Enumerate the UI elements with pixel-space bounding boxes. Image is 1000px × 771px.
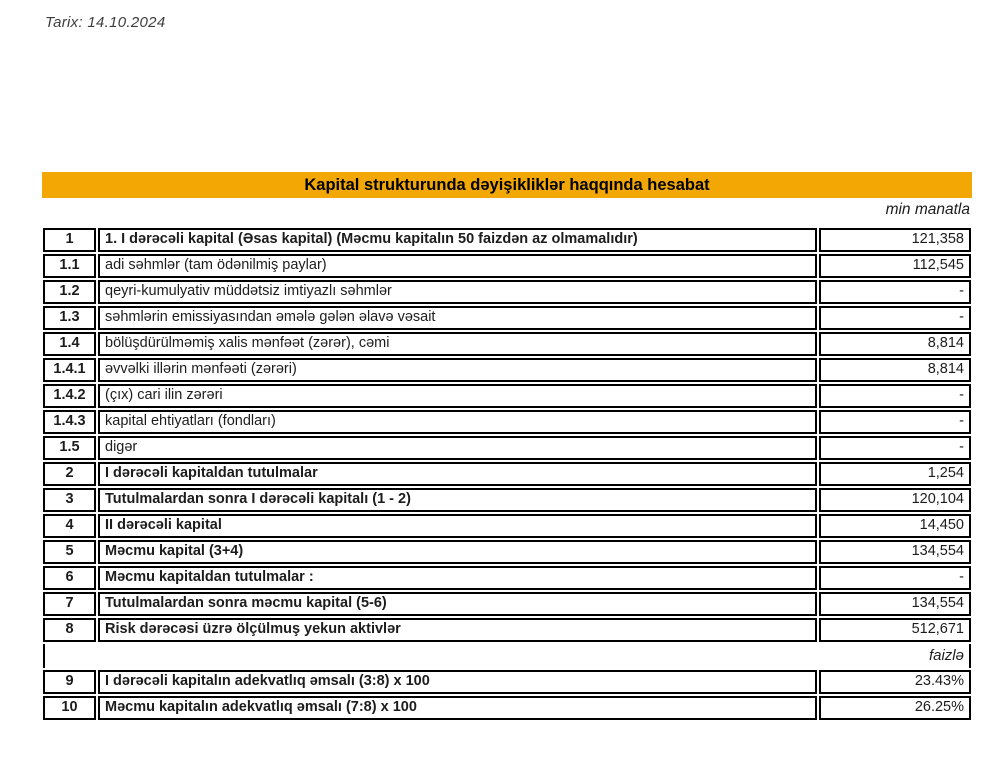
row-description: Məcmu kapital (3+4) <box>98 540 817 564</box>
row-number: 1.4.3 <box>43 410 96 434</box>
row-description: qeyri-kumulyativ müddətsiz imtiyazlı səhmlər <box>98 280 817 304</box>
row-value: 121,358 <box>819 228 971 252</box>
row-number: 10 <box>43 696 96 720</box>
row-description: I dərəcəli kapitalın adekvatlıq əmsalı (3:8) x 100 <box>98 670 817 694</box>
table-row <box>43 566 971 590</box>
row-number: 8 <box>43 618 96 642</box>
row-number: 7 <box>43 592 96 616</box>
table-row <box>43 670 971 694</box>
table-row <box>43 228 971 252</box>
row-value: - <box>819 436 971 460</box>
row-value: 134,554 <box>819 540 971 564</box>
row-description: Məcmu kapitalın adekvatlıq əmsalı (7:8) x 100 <box>98 696 817 720</box>
capital-structure-table <box>41 226 973 722</box>
row-value: - <box>819 566 971 590</box>
table-row <box>43 592 971 616</box>
row-description: əvvəlki illərin mənfəəti (zərəri) <box>98 358 817 382</box>
row-description: səhmlərin emissiyasından əmələ gələn əlavə vəsait <box>98 306 817 330</box>
table-row <box>43 514 971 538</box>
percent-note: faizlə <box>43 644 971 668</box>
table-row <box>43 540 971 564</box>
row-value: 8,814 <box>819 332 971 356</box>
row-description: digər <box>98 436 817 460</box>
table-row <box>43 306 971 330</box>
row-description: I dərəcəli kapitaldan tutulmalar <box>98 462 817 486</box>
row-value: 23.43% <box>819 670 971 694</box>
row-number: 1.4.1 <box>43 358 96 382</box>
row-description: (çıx) cari ilin zərəri <box>98 384 817 408</box>
row-description: adi səhmlər (tam ödənilmiş paylar) <box>98 254 817 278</box>
row-value: - <box>819 384 971 408</box>
row-value: 512,671 <box>819 618 971 642</box>
row-number: 9 <box>43 670 96 694</box>
table-row <box>43 332 971 356</box>
row-number: 1.4.2 <box>43 384 96 408</box>
row-number: 5 <box>43 540 96 564</box>
unit-note: min manatla <box>885 201 970 218</box>
table-row <box>43 436 971 460</box>
table-row <box>43 618 971 642</box>
row-number: 6 <box>43 566 96 590</box>
row-value: - <box>819 306 971 330</box>
date-label: Tarix: 14.10.2024 <box>45 14 166 31</box>
row-description: Tutulmalardan sonra I dərəcəli kapitalı (1 - 2) <box>98 488 817 512</box>
row-number: 2 <box>43 462 96 486</box>
table-row <box>43 358 971 382</box>
row-value: - <box>819 410 971 434</box>
row-description: bölüşdürülməmiş xalis mənfəət (zərər), cəmi <box>98 332 817 356</box>
row-value: 8,814 <box>819 358 971 382</box>
row-value: - <box>819 280 971 304</box>
row-value: 112,545 <box>819 254 971 278</box>
row-value: 120,104 <box>819 488 971 512</box>
row-description: Risk dərəcəsi üzrə ölçülmuş yekun aktivlər <box>98 618 817 642</box>
row-number: 3 <box>43 488 96 512</box>
row-value: 26.25% <box>819 696 971 720</box>
row-value: 134,554 <box>819 592 971 616</box>
row-number: 1.2 <box>43 280 96 304</box>
row-number: 1.1 <box>43 254 96 278</box>
row-number: 1.4 <box>43 332 96 356</box>
row-number: 1.5 <box>43 436 96 460</box>
row-number: 1.3 <box>43 306 96 330</box>
report-title: Kapital strukturunda dəyişikliklər haqqında hesabat <box>304 175 710 194</box>
row-description: Məcmu kapitaldan tutulmalar : <box>98 566 817 590</box>
note-row <box>43 644 971 668</box>
row-number: 4 <box>43 514 96 538</box>
report-title-bar <box>42 172 972 198</box>
table-row <box>43 410 971 434</box>
row-value: 1,254 <box>819 462 971 486</box>
row-number: 1 <box>43 228 96 252</box>
table-row <box>43 488 971 512</box>
row-description: Tutulmalardan sonra məcmu kapital (5-6) <box>98 592 817 616</box>
table-row <box>43 280 971 304</box>
table-row <box>43 696 971 720</box>
table-row <box>43 384 971 408</box>
table-row <box>43 462 971 486</box>
row-value: 14,450 <box>819 514 971 538</box>
row-description: II dərəcəli kapital <box>98 514 817 538</box>
table-row <box>43 254 971 278</box>
row-description: 1. I dərəcəli kapital (Əsas kapital) (Məcmu kapitalın 50 faizdən az olmamalıdır) <box>98 228 817 252</box>
capital-table-body <box>43 228 971 720</box>
row-description: kapital ehtiyatları (fondları) <box>98 410 817 434</box>
